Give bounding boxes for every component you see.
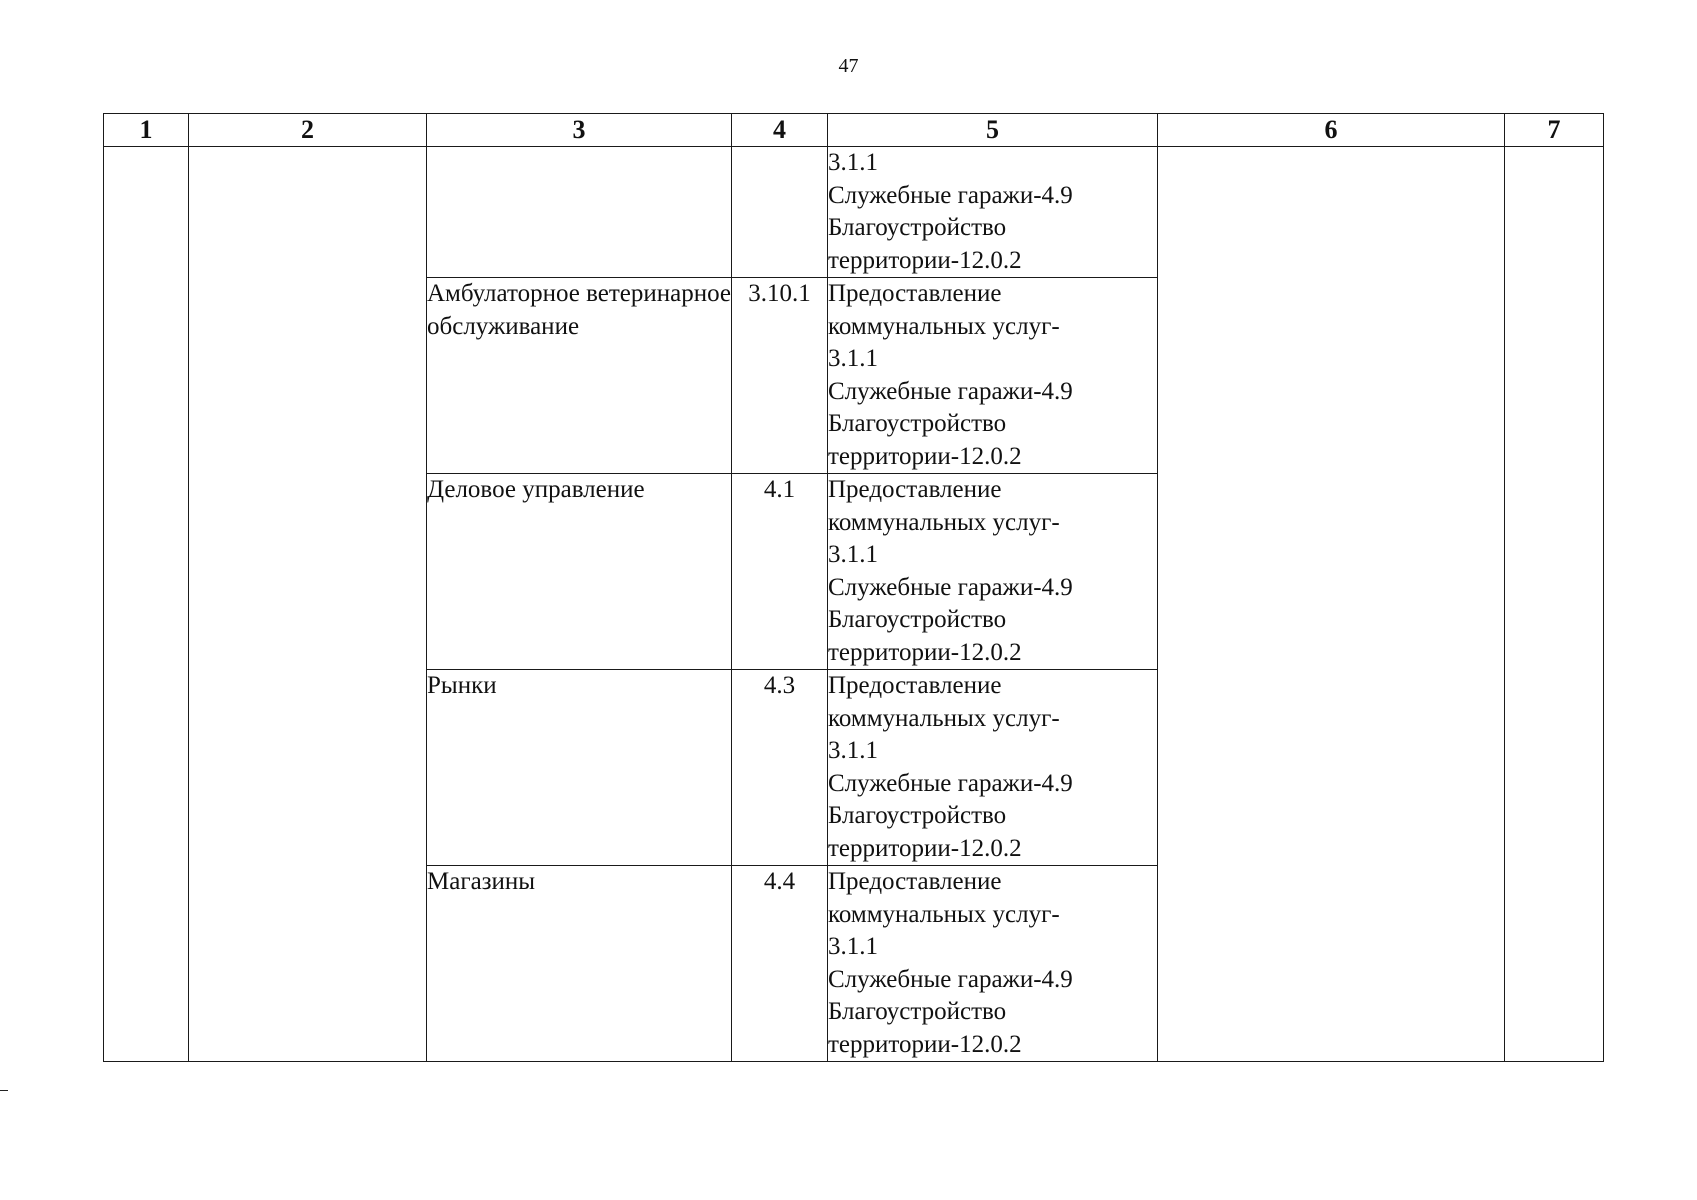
use-type-code-cell <box>732 147 828 278</box>
column-header-5: 5 <box>828 114 1158 147</box>
auxiliary-uses-cell: Предоставление коммунальных услуг- 3.1.1 Служебные гаражи-4.9 Благоустройство территории-12.0.2 <box>828 670 1158 866</box>
auxiliary-uses-cell: Предоставление коммунальных услуг- 3.1.1 Служебные гаражи-4.9 Благоустройство территории-12.0.2 <box>828 278 1158 474</box>
use-type-code-cell: 4.4 <box>732 866 828 1062</box>
auxiliary-uses-cell: Предоставление коммунальных услуг- 3.1.1 Служебные гаражи-4.9 Благоустройство территории-12.0.2 <box>828 866 1158 1062</box>
column-header-4: 4 <box>732 114 828 147</box>
margin-mark <box>0 1090 8 1091</box>
column-7-cell <box>1505 147 1604 1062</box>
table-row-continued <box>104 147 1604 278</box>
land-use-table <box>103 113 1604 1062</box>
column-header-6: 6 <box>1158 114 1505 147</box>
page-number: 47 <box>838 55 859 77</box>
auxiliary-uses-cell: 3.1.1 Служебные гаражи-4.9 Благоустройство территории-12.0.2 <box>828 147 1158 278</box>
column-header-1: 1 <box>104 114 189 147</box>
column-header-3: 3 <box>427 114 732 147</box>
use-type-name-cell: Амбулаторное ветеринарное обслуживание <box>427 278 732 474</box>
column-header-7: 7 <box>1505 114 1604 147</box>
use-type-name-cell: Деловое управление <box>427 474 732 670</box>
use-type-code-cell: 3.10.1 <box>732 278 828 474</box>
column-6-cell <box>1158 147 1505 1062</box>
table-header-row <box>104 114 1604 147</box>
auxiliary-uses-cell: Предоставление коммунальных услуг- 3.1.1 Служебные гаражи-4.9 Благоустройство территории-12.0.2 <box>828 474 1158 670</box>
use-type-name-cell <box>427 147 732 278</box>
column-2-cell <box>189 147 427 1062</box>
use-type-code-cell: 4.3 <box>732 670 828 866</box>
use-type-name-cell: Рынки <box>427 670 732 866</box>
column-header-2: 2 <box>189 114 427 147</box>
use-type-name-cell: Магазины <box>427 866 732 1062</box>
column-1-cell <box>104 147 189 1062</box>
use-type-code-cell: 4.1 <box>732 474 828 670</box>
